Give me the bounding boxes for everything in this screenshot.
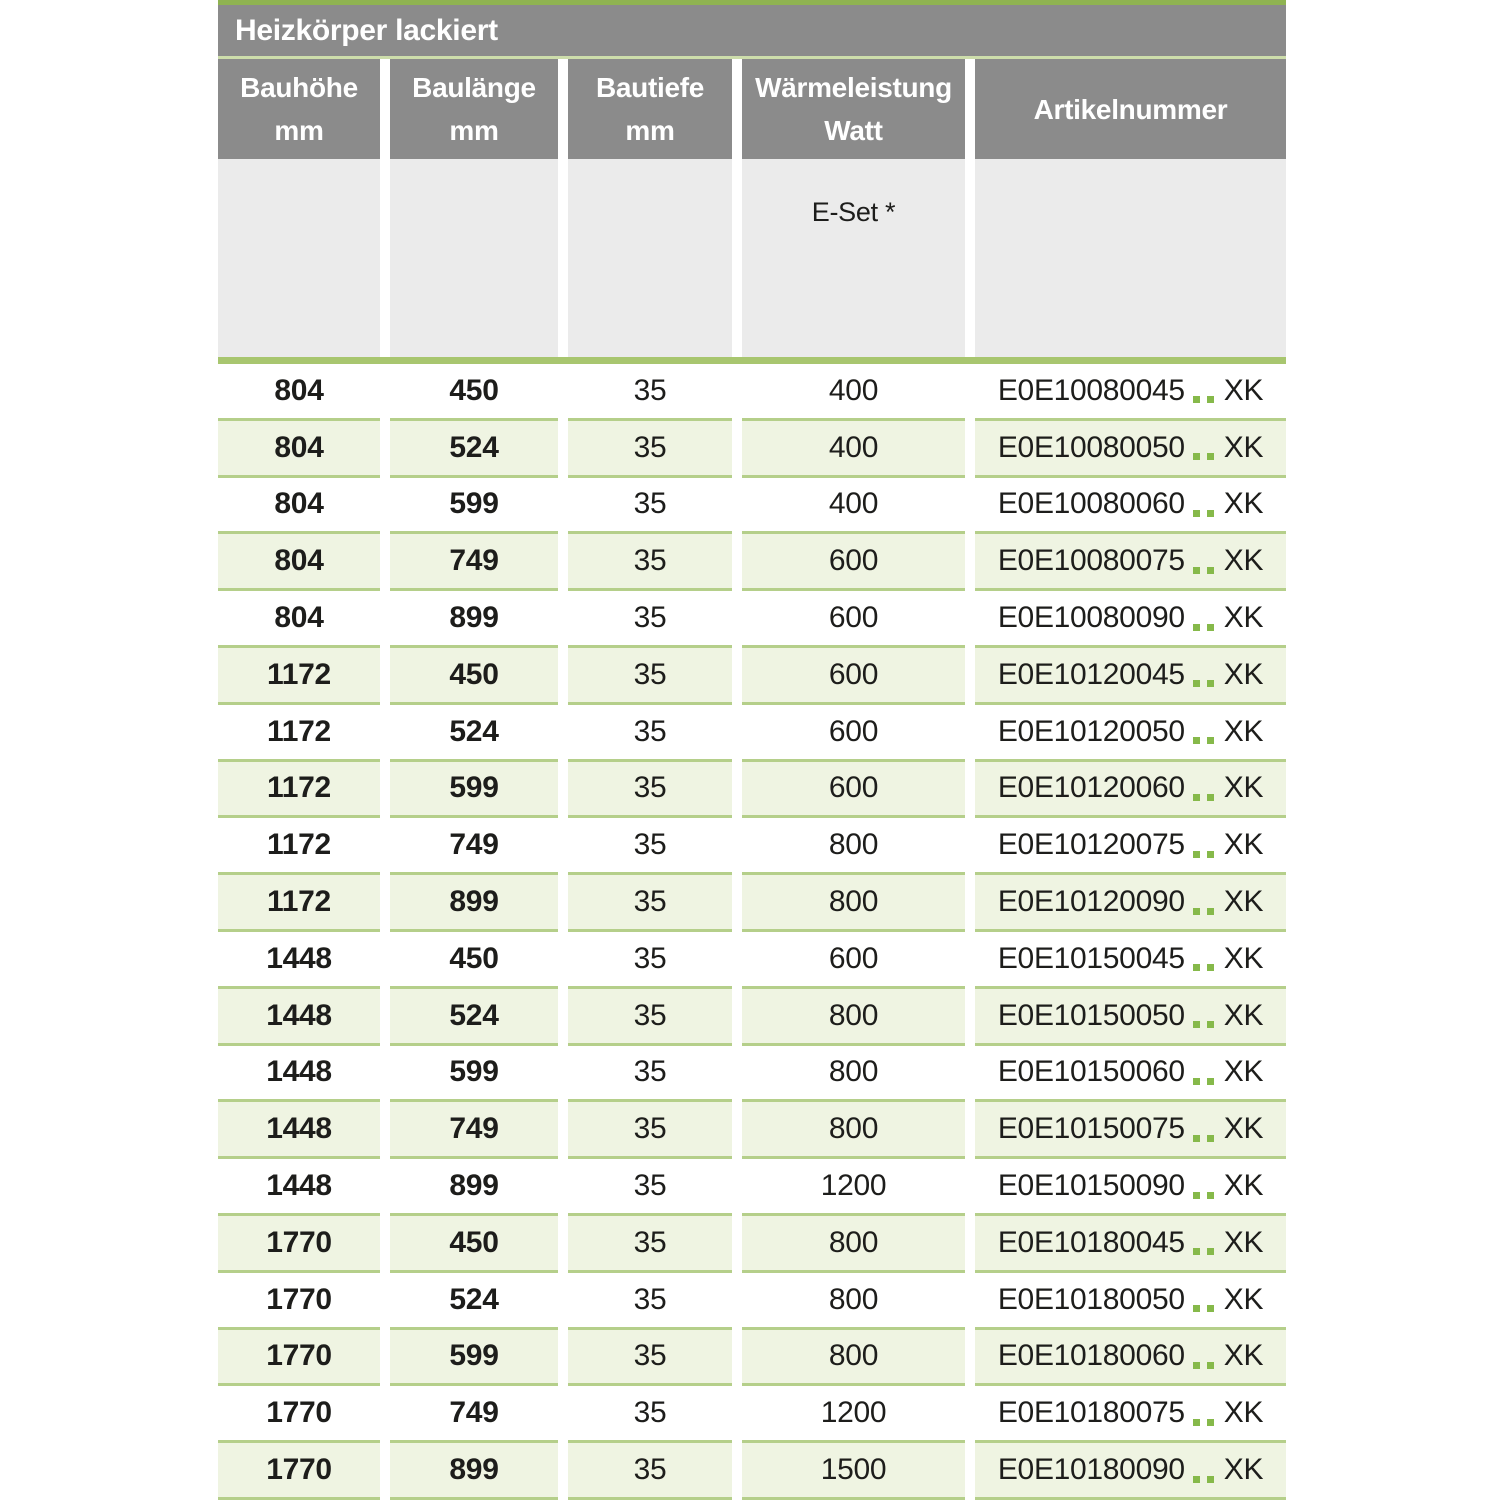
artikel-dots — [1193, 680, 1214, 687]
cell-bauhoehe: 1172 — [218, 875, 380, 932]
cell-artikelnummer — [975, 364, 1286, 421]
artikel-suffix: XK — [1223, 1169, 1264, 1203]
dot — [1193, 908, 1200, 915]
cell-baulaenge: 899 — [390, 875, 558, 932]
cell-bautiefe: 35 — [568, 875, 732, 932]
cell-bautiefe: 35 — [568, 1216, 732, 1273]
cell-watt: 400 — [742, 364, 965, 421]
dot — [1207, 1078, 1214, 1085]
cell-baulaenge: 599 — [390, 478, 558, 535]
cell-baulaenge: 450 — [390, 932, 558, 989]
artikel-suffix: XK — [1223, 1339, 1264, 1373]
dot — [1193, 1021, 1200, 1028]
dot — [1193, 1248, 1200, 1255]
cell-watt: 800 — [742, 1216, 965, 1273]
artikel-dots — [1193, 737, 1214, 744]
dot — [1207, 453, 1214, 460]
artikel-suffix: XK — [1223, 1396, 1264, 1430]
cell-watt: 600 — [742, 762, 965, 819]
artikel-prefix: E0E10080075 — [997, 544, 1185, 578]
artikel-prefix: E0E10080090 — [997, 601, 1185, 635]
header-artikelnummer — [975, 59, 1286, 159]
header-unit: mm — [625, 115, 675, 146]
artikel-prefix: E0E10150060 — [997, 1055, 1185, 1089]
cell-bauhoehe: 1448 — [218, 1102, 380, 1159]
cell-watt: 600 — [742, 591, 965, 648]
dot — [1193, 737, 1200, 744]
dot — [1193, 396, 1200, 403]
cell-bauhoehe: 804 — [218, 478, 380, 535]
cell-bautiefe: 35 — [568, 1273, 732, 1330]
artikel-suffix: XK — [1223, 1282, 1264, 1316]
table-title: Heizkörper lackiert — [235, 13, 498, 47]
cell-bautiefe: 35 — [568, 591, 732, 648]
artikel-suffix: XK — [1223, 998, 1264, 1032]
dot — [1193, 453, 1200, 460]
cell-bauhoehe: 1448 — [218, 1046, 380, 1103]
artikel-dots — [1193, 794, 1214, 801]
cell-bautiefe: 35 — [568, 648, 732, 705]
artikel-suffix: XK — [1223, 657, 1264, 691]
header-label: Bautiefe — [595, 72, 705, 103]
cell-baulaenge: 899 — [390, 591, 558, 648]
cell-baulaenge: 899 — [390, 1443, 558, 1500]
header-bauhoehe — [218, 59, 380, 159]
artikel-suffix: XK — [1223, 941, 1264, 975]
subheader-cell-bauhoehe — [218, 159, 380, 357]
dot — [1193, 1362, 1200, 1369]
dot — [1207, 1248, 1214, 1255]
artikel-prefix: E0E10180090 — [997, 1453, 1185, 1487]
cell-baulaenge: 450 — [390, 648, 558, 705]
cell-bauhoehe: 804 — [218, 364, 380, 421]
cell-bauhoehe: 1448 — [218, 1159, 380, 1216]
cell-bauhoehe: 1172 — [218, 705, 380, 762]
cell-bauhoehe: 1770 — [218, 1273, 380, 1330]
eset-label: E-Set * — [811, 197, 896, 227]
dot — [1207, 1135, 1214, 1142]
cell-baulaenge: 599 — [390, 1046, 558, 1103]
cell-artikelnummer — [975, 1102, 1286, 1159]
dot — [1193, 624, 1200, 631]
cell-bauhoehe: 804 — [218, 534, 380, 591]
cell-bautiefe: 35 — [568, 1443, 732, 1500]
dot — [1207, 1192, 1214, 1199]
header-label: Baulänge — [412, 72, 536, 103]
cell-artikelnummer — [975, 989, 1286, 1046]
artikel-dots — [1193, 453, 1214, 460]
artikel-prefix: E0E10150045 — [997, 941, 1185, 975]
cell-baulaenge: 599 — [390, 762, 558, 819]
cell-artikelnummer — [975, 875, 1286, 932]
dot — [1193, 964, 1200, 971]
cell-artikelnummer — [975, 648, 1286, 705]
artikel-prefix: E0E10180045 — [997, 1225, 1185, 1259]
artikel-dots — [1193, 1021, 1214, 1028]
artikel-dots — [1193, 1419, 1214, 1426]
header-baulaenge — [390, 59, 558, 159]
cell-watt: 600 — [742, 932, 965, 989]
cell-watt: 800 — [742, 1102, 965, 1159]
cell-artikelnummer — [975, 1216, 1286, 1273]
artikel-suffix: XK — [1223, 828, 1264, 862]
dot — [1193, 1192, 1200, 1199]
header-label: Artikelnummer — [1033, 93, 1228, 125]
cell-bautiefe: 35 — [568, 1386, 732, 1443]
cell-bauhoehe: 1448 — [218, 989, 380, 1046]
cell-bauhoehe: 1172 — [218, 818, 380, 875]
artikel-suffix: XK — [1223, 1112, 1264, 1146]
cell-baulaenge: 524 — [390, 1273, 558, 1330]
artikel-dots — [1193, 851, 1214, 858]
artikel-suffix: XK — [1223, 1225, 1264, 1259]
data-rows — [218, 364, 1286, 1500]
artikel-dots — [1193, 1362, 1214, 1369]
column-header-row — [218, 59, 1286, 159]
artikel-prefix: E0E10180060 — [997, 1339, 1185, 1373]
header-waermeleistung — [742, 59, 965, 159]
cell-watt: 600 — [742, 534, 965, 591]
header-label: Wärmeleistung — [755, 72, 952, 103]
artikel-dots — [1193, 1248, 1214, 1255]
artikel-suffix: XK — [1223, 1055, 1264, 1089]
subheader-cell-waermeleistung — [742, 159, 965, 357]
dot — [1207, 680, 1214, 687]
subheader-row — [218, 159, 1286, 357]
cell-bautiefe: 35 — [568, 705, 732, 762]
cell-bautiefe: 35 — [568, 989, 732, 1046]
cell-bautiefe: 35 — [568, 421, 732, 478]
header-label: Bauhöhe — [240, 72, 358, 103]
artikel-suffix: XK — [1223, 714, 1264, 748]
dot — [1193, 680, 1200, 687]
dot — [1193, 1135, 1200, 1142]
cell-watt: 600 — [742, 705, 965, 762]
product-table — [218, 0, 1286, 1500]
cell-bauhoehe: 1770 — [218, 1443, 380, 1500]
dot — [1207, 510, 1214, 517]
cell-baulaenge: 599 — [390, 1330, 558, 1387]
artikel-dots — [1193, 964, 1214, 971]
header-bautiefe — [568, 59, 732, 159]
cell-bauhoehe: 804 — [218, 421, 380, 478]
dot — [1207, 908, 1214, 915]
cell-bauhoehe: 804 — [218, 591, 380, 648]
cell-baulaenge: 450 — [390, 1216, 558, 1273]
cell-artikelnummer — [975, 1386, 1286, 1443]
artikel-suffix: XK — [1223, 373, 1264, 407]
artikel-dots — [1193, 510, 1214, 517]
cell-artikelnummer — [975, 591, 1286, 648]
artikel-dots — [1193, 396, 1214, 403]
dot — [1207, 1305, 1214, 1312]
artikel-prefix: E0E10120075 — [997, 828, 1185, 862]
cell-bautiefe: 35 — [568, 478, 732, 535]
cell-baulaenge: 749 — [390, 534, 558, 591]
artikel-dots — [1193, 1476, 1214, 1483]
cell-bautiefe: 35 — [568, 1046, 732, 1103]
artikel-suffix: XK — [1223, 885, 1264, 919]
dot — [1207, 737, 1214, 744]
dot — [1193, 794, 1200, 801]
header-unit: Watt — [824, 115, 883, 146]
dot — [1193, 567, 1200, 574]
cell-artikelnummer — [975, 705, 1286, 762]
artikel-prefix: E0E10120045 — [997, 657, 1185, 691]
cell-artikelnummer — [975, 1046, 1286, 1103]
artikel-prefix: E0E10150050 — [997, 998, 1185, 1032]
cell-artikelnummer — [975, 421, 1286, 478]
dot — [1207, 964, 1214, 971]
subheader-cell-bautiefe — [568, 159, 732, 357]
cell-watt: 1200 — [742, 1386, 965, 1443]
dot — [1207, 851, 1214, 858]
cell-bautiefe: 35 — [568, 1159, 732, 1216]
artikel-prefix: E0E10080060 — [997, 487, 1185, 521]
cell-baulaenge: 749 — [390, 1386, 558, 1443]
cell-artikelnummer — [975, 1273, 1286, 1330]
artikel-suffix: XK — [1223, 544, 1264, 578]
cell-artikelnummer — [975, 818, 1286, 875]
artikel-prefix: E0E10180075 — [997, 1396, 1185, 1430]
cell-artikelnummer — [975, 762, 1286, 819]
artikel-dots — [1193, 1078, 1214, 1085]
artikel-suffix: XK — [1223, 430, 1264, 464]
cell-watt: 800 — [742, 1046, 965, 1103]
cell-bauhoehe: 1172 — [218, 762, 380, 819]
dot — [1207, 1362, 1214, 1369]
cell-bautiefe: 35 — [568, 1330, 732, 1387]
header-unit: mm — [274, 115, 324, 146]
cell-artikelnummer — [975, 1159, 1286, 1216]
cell-bauhoehe: 1770 — [218, 1216, 380, 1273]
dot — [1207, 794, 1214, 801]
dot — [1207, 1021, 1214, 1028]
artikel-prefix: E0E10180050 — [997, 1282, 1185, 1316]
dot — [1207, 1419, 1214, 1426]
artikel-dots — [1193, 1305, 1214, 1312]
cell-bautiefe: 35 — [568, 762, 732, 819]
cell-artikelnummer — [975, 534, 1286, 591]
cell-bauhoehe: 1172 — [218, 648, 380, 705]
dot — [1207, 567, 1214, 574]
dot — [1193, 851, 1200, 858]
artikel-prefix: E0E10080045 — [997, 373, 1185, 407]
cell-artikelnummer — [975, 1330, 1286, 1387]
subheader-cell-baulaenge — [390, 159, 558, 357]
cell-watt: 600 — [742, 648, 965, 705]
cell-baulaenge: 524 — [390, 421, 558, 478]
cell-watt: 400 — [742, 478, 965, 535]
subheader-cell-artikelnummer — [975, 159, 1286, 357]
table-title-bar — [218, 5, 1286, 56]
cell-artikelnummer — [975, 1443, 1286, 1500]
dot — [1193, 1419, 1200, 1426]
artikel-suffix: XK — [1223, 487, 1264, 521]
artikel-suffix: XK — [1223, 771, 1264, 805]
header-unit: mm — [449, 115, 499, 146]
cell-bauhoehe: 1770 — [218, 1386, 380, 1443]
cell-bautiefe: 35 — [568, 534, 732, 591]
cell-bautiefe: 35 — [568, 932, 732, 989]
artikel-dots — [1193, 908, 1214, 915]
artikel-suffix: XK — [1223, 601, 1264, 635]
artikel-suffix: XK — [1223, 1453, 1264, 1487]
cell-baulaenge: 749 — [390, 1102, 558, 1159]
artikel-prefix: E0E10120060 — [997, 771, 1185, 805]
dot — [1207, 396, 1214, 403]
dot — [1207, 1476, 1214, 1483]
section-divider — [218, 357, 1286, 364]
artikel-dots — [1193, 567, 1214, 574]
cell-bauhoehe: 1770 — [218, 1330, 380, 1387]
cell-watt: 800 — [742, 1273, 965, 1330]
artikel-prefix: E0E10080050 — [997, 430, 1185, 464]
cell-baulaenge: 524 — [390, 989, 558, 1046]
cell-baulaenge: 899 — [390, 1159, 558, 1216]
cell-watt: 800 — [742, 1330, 965, 1387]
dot — [1193, 510, 1200, 517]
cell-bautiefe: 35 — [568, 818, 732, 875]
cell-baulaenge: 450 — [390, 364, 558, 421]
artikel-prefix: E0E10150075 — [997, 1112, 1185, 1146]
dot — [1193, 1476, 1200, 1483]
cell-baulaenge: 749 — [390, 818, 558, 875]
artikel-dots — [1193, 624, 1214, 631]
dot — [1193, 1305, 1200, 1312]
cell-artikelnummer — [975, 932, 1286, 989]
artikel-dots — [1193, 1135, 1214, 1142]
artikel-prefix: E0E10120050 — [997, 714, 1185, 748]
dot — [1193, 1078, 1200, 1085]
artikel-prefix: E0E10120090 — [997, 885, 1185, 919]
cell-bauhoehe: 1448 — [218, 932, 380, 989]
dot — [1207, 624, 1214, 631]
artikel-prefix: E0E10150090 — [997, 1169, 1185, 1203]
artikel-dots — [1193, 1192, 1214, 1199]
cell-bautiefe: 35 — [568, 1102, 732, 1159]
cell-watt: 1200 — [742, 1159, 965, 1216]
cell-bautiefe: 35 — [568, 364, 732, 421]
cell-watt: 800 — [742, 818, 965, 875]
cell-watt: 800 — [742, 989, 965, 1046]
cell-watt: 800 — [742, 875, 965, 932]
cell-baulaenge: 524 — [390, 705, 558, 762]
cell-watt: 400 — [742, 421, 965, 478]
cell-artikelnummer — [975, 478, 1286, 535]
cell-watt: 1500 — [742, 1443, 965, 1500]
